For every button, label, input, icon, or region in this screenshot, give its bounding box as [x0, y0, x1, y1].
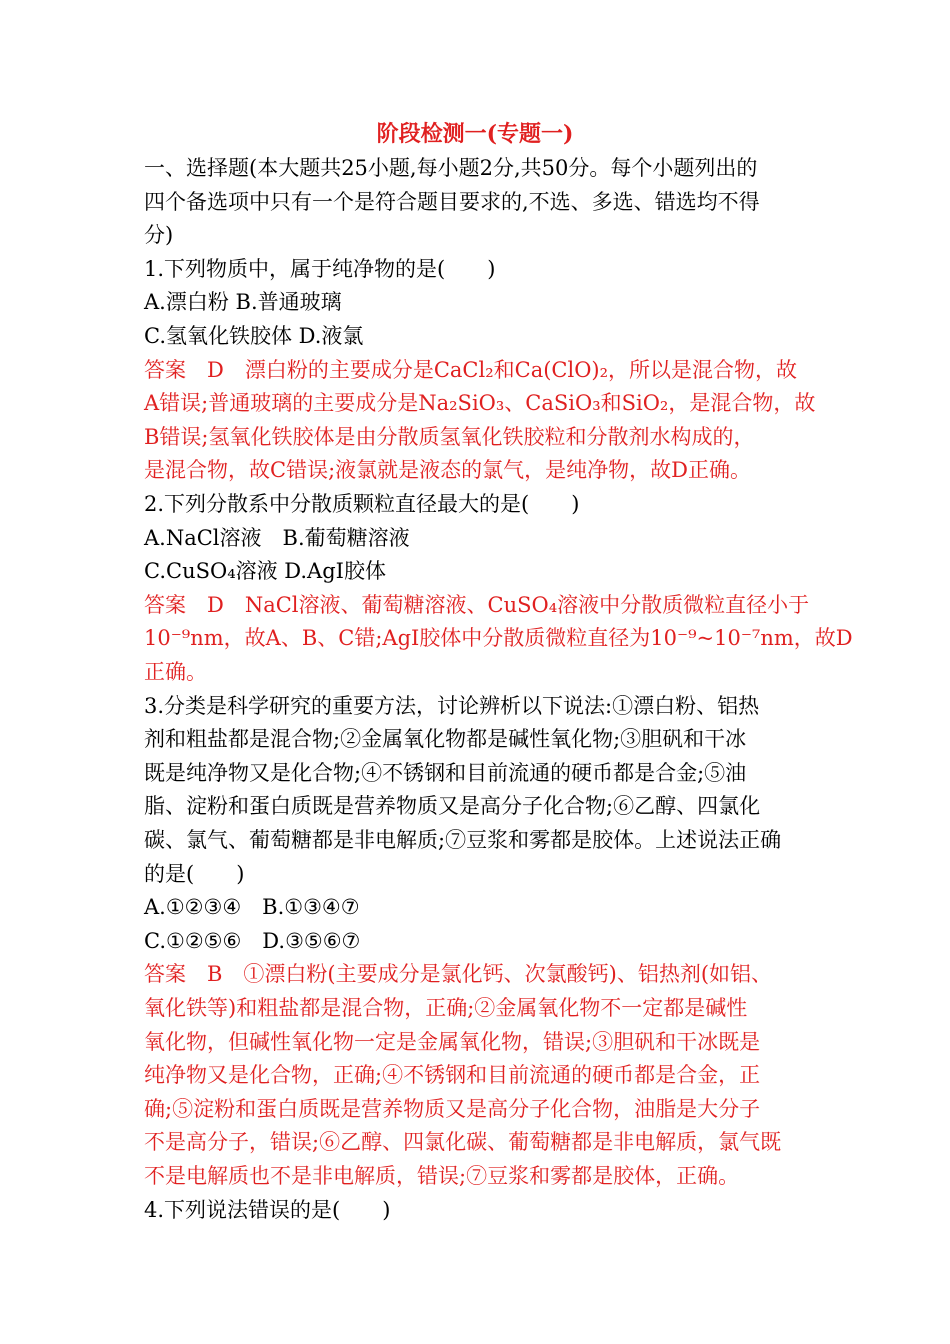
text-line: 剂和粗盐都是混合物;②金属氧化物都是碱性氧化物;③胆矾和干冰 [144, 727, 747, 752]
text-line: A.NaCl溶液 B.葡萄糖溶液 [144, 525, 410, 550]
text-line: C.CuSO₄溶液 D.AgI胶体 [144, 559, 386, 584]
answer-line: 纯净物又是化合物，正确;④不锈钢和目前流通的硬币都是合金，正 [144, 1063, 761, 1088]
text-line: 分) [144, 223, 174, 248]
text-line: 1.下列物质中，属于纯净物的是( ) [144, 256, 496, 281]
answer-line: 不是高分子，错误;⑥乙醇、四氯化碳、葡萄糖都是非电解质，氯气既 [144, 1130, 782, 1155]
answer-line: 是混合物，故C错误;液氯就是液态的氯气，是纯净物，故D正确。 [144, 458, 751, 483]
text-line: C.①②⑤⑥ D.③⑤⑥⑦ [144, 928, 361, 953]
text-line: 既是纯净物又是化合物;④不锈钢和目前流通的硬币都是合金;⑤油 [144, 760, 747, 785]
text-line: 4.下列说法错误的是( ) [144, 1197, 391, 1222]
text-line: 四个备选项中只有一个是符合题目要求的,不选、多选、错选均不得 [144, 189, 760, 214]
text-line: 一、选择题(本大题共25小题,每小题2分,共50分。每个小题列出的 [144, 156, 758, 180]
text-line: 2.下列分散系中分散质颗粒直径最大的是( ) [144, 492, 580, 516]
text-line: A.①②③④ B.①③④⑦ [144, 895, 360, 920]
answer-line: A错误;普通玻璃的主要成分是Na₂SiO₃、CaSiO₃和SiO₂，是混合物，故 [144, 391, 816, 416]
answer-line: 不是电解质也不是非电解质，错误;⑦豆浆和雾都是胶体，正确。 [144, 1164, 740, 1188]
text-line: 3.分类是科学研究的重要方法，讨论辨析以下说法:①漂白粉、铝热 [144, 693, 760, 718]
text-line: A.漂白粉 B.普通玻璃 [144, 290, 342, 315]
page-title: 阶段检测一(专题一) [376, 121, 574, 147]
answer-line: 10⁻⁹nm，故A、B、C错;AgI胶体中分散质微粒直径为10⁻⁹~10⁻⁷nm，故D [144, 626, 853, 651]
answer-line: 答案 D 漂白粉的主要成分是CaCl₂和Ca(ClO)₂，所以是混合物，故 [144, 357, 798, 382]
answer-line: B错误;氢氧化铁胶体是由分散质氢氧化铁胶粒和分散剂水构成的， [144, 424, 755, 449]
text-line: 的是( ) [144, 861, 245, 886]
answer-line: 答案 D NaCl溶液、葡萄糖溶液、CuSO₄溶液中分散质微粒直径小于 [144, 592, 810, 617]
answer-line: 确;⑤淀粉和蛋白质既是营养物质又是高分子化合物，油脂是大分子 [144, 1096, 761, 1121]
answer-line: 氧化物，但碱性氧化物一定是金属氧化物，错误;③胆矾和干冰既是 [144, 1029, 761, 1054]
text-line: C.氢氧化铁胶体 D.液氯 [144, 324, 364, 348]
text-line: 碳、氯气、葡萄糖都是非电解质;⑦豆浆和雾都是胶体。上述说法正确 [144, 828, 782, 852]
answer-line: 答案 B ①漂白粉(主要成分是氯化钙、次氯酸钙)、铝热剂(如铝、 [144, 962, 773, 987]
text-line: 脂、淀粉和蛋白质既是营养物质又是高分子化合物;⑥乙醇、四氯化 [144, 794, 761, 819]
answer-line: 正确。 [144, 660, 207, 684]
answer-line: 氧化铁等)和粗盐都是混合物，正确;②金属氧化物不一定都是碱性 [144, 996, 748, 1020]
